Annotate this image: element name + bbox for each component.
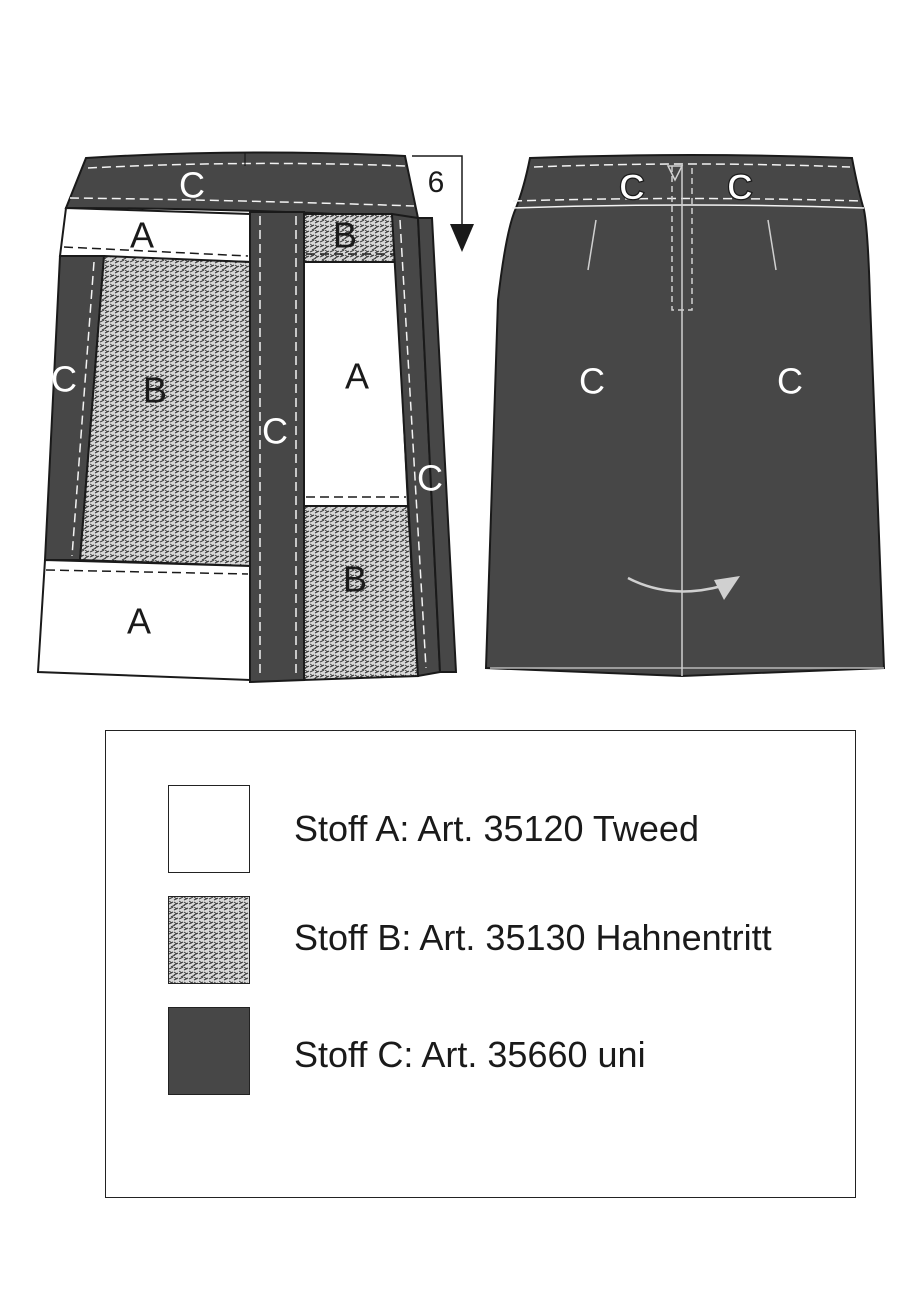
upper-left-label: A [129,214,155,256]
front-waistband [66,152,418,218]
back-skirt-body [486,155,884,676]
front-waistband-label: C [179,164,205,206]
measurement-label: 6 [427,165,445,199]
down-arrow-icon [450,224,474,252]
right-side-label: C [417,457,443,499]
legend-text-a: Stoff A: Art. 35120 Tweed [294,808,699,849]
swatch-fabric-c [168,1007,250,1095]
fabric-legend [105,730,856,1198]
front-panel-left-b [80,256,250,566]
back-left-panel-label: C [579,360,605,402]
left-side-label: C [51,358,77,400]
legend-text-b: Stoff B: Art. 35130 Hahnentritt [294,917,772,958]
legend-text-c: Stoff C: Art. 35660 uni [294,1034,646,1075]
center-strip-label: C [262,410,288,452]
swatch-b-pattern [169,897,249,983]
back-waistband-right-label: C [727,166,753,208]
right-center-label: A [344,355,370,397]
front-skirt [38,152,474,682]
left-center-label: B [142,369,168,411]
lower-left-label: A [126,600,152,642]
back-waistband-left-label: C [619,166,645,208]
back-skirt [486,155,884,676]
lower-right-label: B [342,558,368,600]
front-panel-upper-left-a [60,208,250,262]
upper-right-label: B [332,214,358,256]
swatch-fabric-b [168,896,250,984]
back-right-panel-label: C [777,360,803,402]
swatch-fabric-a [168,785,250,873]
